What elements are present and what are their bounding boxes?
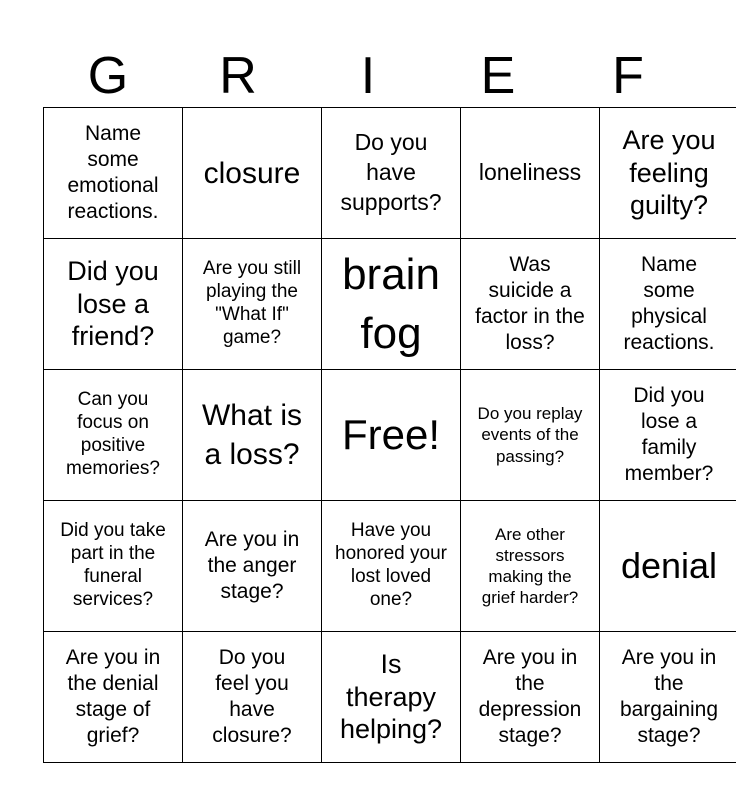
bingo-cell[interactable]: [461, 632, 600, 763]
cell-text: closure: [203, 156, 301, 190]
cell-text: Are you in the denial stage of grief?: [65, 645, 161, 748]
bingo-cell[interactable]: [44, 501, 183, 632]
cell-text: Is therapy helping?: [339, 648, 443, 745]
bingo-cell[interactable]: [44, 632, 183, 763]
header-letter-g: G: [87, 47, 129, 105]
bingo-cell[interactable]: [600, 501, 736, 632]
bingo-cell[interactable]: [322, 632, 461, 763]
board-row: [44, 370, 736, 501]
bingo-cell[interactable]: [183, 108, 322, 239]
bingo-cell[interactable]: [322, 108, 461, 239]
bingo-board: [43, 107, 736, 763]
cell-text: Do you replay events of the passing?: [477, 404, 583, 466]
cell-text: What is a loss?: [201, 399, 303, 471]
bingo-cell[interactable]: [322, 501, 461, 632]
bingo-cell[interactable]: [183, 501, 322, 632]
header-letter-r: R: [219, 47, 257, 105]
bingo-cell[interactable]: [600, 239, 736, 370]
bingo-cell[interactable]: [461, 239, 600, 370]
bingo-cell[interactable]: [183, 370, 322, 501]
cell-text: Free!: [341, 410, 441, 458]
bingo-cell[interactable]: [322, 370, 461, 501]
board-row: [44, 632, 736, 763]
cell-text: Are you feeling guilty?: [622, 124, 716, 221]
bingo-cell[interactable]: [461, 501, 600, 632]
header-letter-f: F: [612, 47, 644, 105]
cell-text: Did you lose a family member?: [624, 383, 714, 486]
cell-text: Did you lose a friend?: [67, 255, 159, 352]
bingo-cell[interactable]: [600, 632, 736, 763]
bingo-cell[interactable]: [44, 370, 183, 501]
bingo-cell[interactable]: [461, 370, 600, 501]
cell-text: Was suicide a factor in the loss?: [475, 252, 585, 355]
bingo-cell[interactable]: [44, 239, 183, 370]
cell-text: Are you in the bargaining stage?: [619, 645, 719, 748]
cell-text: Are you in the anger stage?: [204, 527, 300, 604]
cell-text: Are other stressors making the grief harder?: [481, 524, 579, 608]
cell-text: Can you focus on positive memories?: [66, 389, 160, 479]
header-letter-e: E: [480, 47, 516, 105]
cell-text: Have you honored your lost loved one?: [335, 520, 447, 610]
cell-text: brain fog: [342, 249, 440, 358]
bingo-cell[interactable]: [600, 370, 736, 501]
bingo-cell[interactable]: [183, 239, 322, 370]
bingo-cell[interactable]: [461, 108, 600, 239]
cell-text: loneliness: [478, 159, 582, 186]
bingo-cell[interactable]: [322, 239, 461, 370]
header-letter-i: I: [360, 47, 376, 105]
board-row: [44, 239, 736, 370]
cell-text: Did you take part in the funeral services?: [60, 520, 166, 610]
bingo-cell[interactable]: [183, 632, 322, 763]
board-row: [44, 108, 736, 239]
cell-text: Name some emotional reactions.: [67, 121, 159, 224]
bingo-header: [43, 44, 693, 108]
cell-text: Do you feel you have closure?: [212, 645, 292, 748]
cell-text: Are you in the depression stage?: [478, 645, 582, 748]
cell-text: Are you still playing the "What If" game?: [202, 258, 302, 348]
board-row: [44, 501, 736, 632]
cell-text: denial: [620, 545, 718, 587]
bingo-cell[interactable]: [44, 108, 183, 239]
cell-text: Name some physical reactions.: [623, 252, 715, 355]
cell-text: Do you have supports?: [340, 129, 442, 215]
bingo-cell[interactable]: [600, 108, 736, 239]
